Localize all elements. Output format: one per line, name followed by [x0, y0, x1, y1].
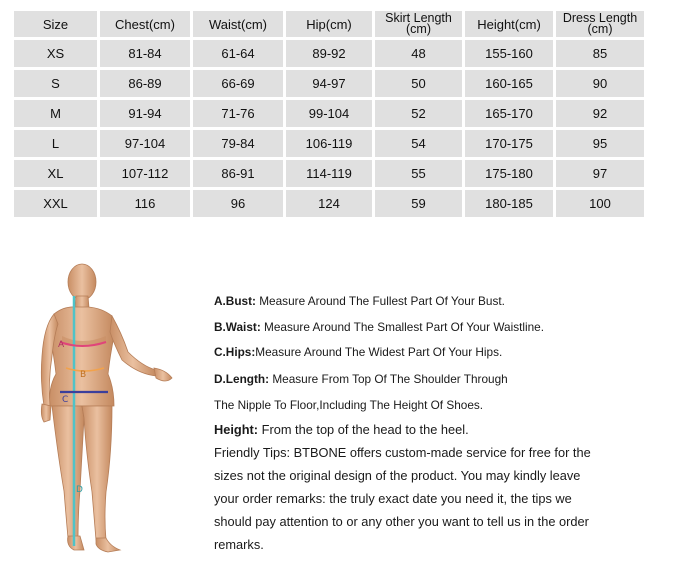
- table-cell: 52: [375, 100, 462, 127]
- table-cell: 97-104: [100, 130, 190, 157]
- table-row: [14, 130, 644, 157]
- table-cell: 61-64: [193, 40, 283, 67]
- marker-b: B: [80, 370, 87, 380]
- table-cell: 165-170: [465, 100, 553, 127]
- table-row: [14, 40, 644, 67]
- header-skirt-length-line1: Skirt Length: [385, 11, 452, 25]
- table-cell: 79-84: [193, 130, 283, 157]
- size-chart-table: [11, 8, 647, 220]
- table-cell: L: [14, 130, 97, 157]
- table-cell: 85: [556, 40, 644, 67]
- table-cell: 86-91: [193, 160, 283, 187]
- table-cell: 71-76: [193, 100, 283, 127]
- table-cell: 89-92: [286, 40, 372, 67]
- header-dress-length-line1: Dress Length: [562, 11, 638, 25]
- bust-label: A.Bust:: [214, 294, 256, 308]
- header-height: Height(cm): [465, 11, 553, 37]
- table-cell: 116: [100, 190, 190, 217]
- table-cell: 100: [556, 190, 644, 217]
- table-cell: 81-84: [100, 40, 190, 67]
- length-label: D.Length:: [214, 372, 270, 386]
- table-cell: 99-104: [286, 100, 372, 127]
- table-cell: 48: [375, 40, 462, 67]
- table-cell: XL: [14, 160, 97, 187]
- table-cell: 106-119: [286, 130, 372, 157]
- female-silhouette: [41, 264, 172, 552]
- table-cell: 155-160: [465, 40, 553, 67]
- table-cell: 94-97: [286, 70, 372, 97]
- table-cell: 97: [556, 160, 644, 187]
- marker-d: D: [76, 485, 83, 495]
- friendly-tips-line: remarks.: [214, 537, 264, 552]
- table-cell: 92: [556, 100, 644, 127]
- table-cell: 66-69: [193, 70, 283, 97]
- height-text: From the top of the head to the heel.: [258, 422, 469, 437]
- hips-label: C.Hips:: [214, 345, 256, 359]
- table-cell: 124: [286, 190, 372, 217]
- bust-text: Measure Around The Fullest Part Of Your Bust.: [255, 294, 505, 308]
- table-cell: 160-165: [465, 70, 553, 97]
- header-waist: Waist(cm): [193, 11, 283, 37]
- table-cell: 114-119: [286, 160, 372, 187]
- table-row: [14, 190, 644, 217]
- table-cell: M: [14, 100, 97, 127]
- header-dress-length-line2: (cm): [587, 22, 613, 36]
- table-cell: XXL: [14, 190, 97, 217]
- length-text: Measure From Top Of The Shoulder Through: [269, 372, 508, 386]
- table-row: [14, 70, 644, 97]
- table-cell: 91-94: [100, 100, 190, 127]
- header-chest: Chest(cm): [100, 11, 190, 37]
- table-cell: S: [14, 70, 97, 97]
- hips-text: Measure Around The Widest Part Of Your Hips.: [255, 345, 503, 359]
- table-row: [14, 160, 644, 187]
- marker-a: A: [58, 340, 65, 350]
- header-skirt-length-line2: (cm): [406, 22, 431, 36]
- instruction-hips: [214, 345, 502, 359]
- header-hip: Hip(cm): [286, 11, 372, 37]
- table-cell: 107-112: [100, 160, 190, 187]
- table-header-row: [14, 11, 644, 37]
- friendly-tips-line: Friendly Tips: BTBONE offers custom-made service for free for the: [214, 445, 591, 460]
- friendly-tips-line: should pay attention to or any other you want to tell us in the order: [214, 514, 589, 529]
- table-cell: 50: [375, 70, 462, 97]
- height-label: Height:: [214, 422, 259, 437]
- table-cell: 175-180: [465, 160, 553, 187]
- table-cell: 59: [375, 190, 462, 217]
- body-measurement-figure: [24, 256, 194, 556]
- table-cell: 86-89: [100, 70, 190, 97]
- marker-c: C: [62, 395, 69, 405]
- header-skirt-length: [375, 11, 462, 37]
- waist-text: Measure Around The Smallest Part Of Your Waistline.: [260, 320, 545, 334]
- instruction-length-continued: The Nipple To Floor,Including The Height Of Shoes.: [214, 398, 484, 412]
- table-cell: 90: [556, 70, 644, 97]
- header-size: Size: [14, 11, 97, 37]
- table-cell: 54: [375, 130, 462, 157]
- table-row: [14, 100, 644, 127]
- waist-label: B.Waist:: [214, 320, 261, 334]
- table-cell: 55: [375, 160, 462, 187]
- friendly-tips-line: sizes not the original design of the product. You may kindly leave: [214, 468, 581, 483]
- friendly-tips-line: your order remarks: the truly exact date you need it, the tips we: [214, 491, 572, 506]
- instruction-height: [214, 422, 469, 437]
- instruction-waist: [214, 320, 544, 334]
- table-cell: XS: [14, 40, 97, 67]
- instruction-bust: [214, 294, 505, 308]
- header-dress-length: [556, 11, 644, 37]
- table-cell: 96: [193, 190, 283, 217]
- table-cell: 180-185: [465, 190, 553, 217]
- table-cell: 170-175: [465, 130, 553, 157]
- instruction-length: [214, 372, 508, 386]
- table-cell: 95: [556, 130, 644, 157]
